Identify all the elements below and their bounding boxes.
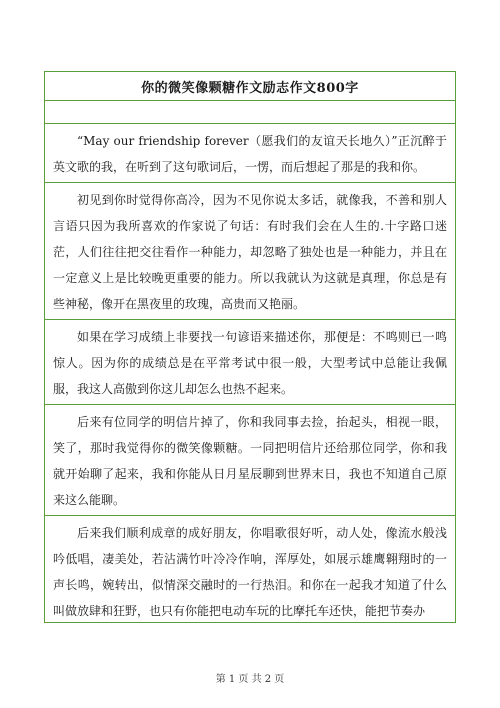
paragraph-2: 初见到你时觉得你高冷，因为不见你说太多话，就像我，不善和别人言语只因为我所喜欢的作家说了句话：有时我们会在人生的.十字路口迷茫，人们往往把交往看作一种能力，却忽略了独处也是一种能力，并且在一定意义上是比较晚更重要的能力。所以我就认为这就是真理，你总是有些神秘，像开在黑夜里的玫瑰，高贵而又艳丽。: [45, 183, 455, 320]
document-table: [44, 71, 456, 623]
page-number-footer: 第 1 页 共 2 页: [215, 674, 285, 685]
document-title: 你的微笑像颗糖作文励志作文800字: [45, 72, 455, 101]
paragraph-4: 后来有位同学的明信片掉了，你和我同事去捡，抬起头，相视一眼，笑了，那时我觉得你的微笑像颗糖。一同把明信片还给那位同学，你和我就开始聊了起来，我和你能从日月星辰聊到世界末日，我也不知道自己原来这么能聊。: [45, 405, 455, 516]
paragraph-1: “May our friendship forever（愿我们的友谊天长地久）”正沉醉于英文歌的我，在听到了这句歌词后，一愣，而后想起了那是的我和你。: [45, 124, 455, 183]
blank-row: [45, 101, 455, 124]
paragraph-5: 后来我们顺利成章的成好朋友，你唱歌很好听，动人处，像流水般浅吟低唱，凄美处，若沾满竹叶冷冷作响，浑厚处，如展示雄鹰翱翔时的一声长鸣，婉转出，似情深交融时的一行热泪。和你在一起我才知道了什么叫做放肆和狂野，也只有你能把电动车玩的比摩托车还快，能把节奏办: [53, 526, 447, 618]
paragraph-3: 如果在学习成绩上非要找一句谚语来描述你，那便是：不鸣则已一鸣惊人。因为你的成绩总是在平常考试中很一般，大型考试中总能让我佩服，我这人高傲到你这儿却怎么也热不起来。: [45, 320, 455, 405]
